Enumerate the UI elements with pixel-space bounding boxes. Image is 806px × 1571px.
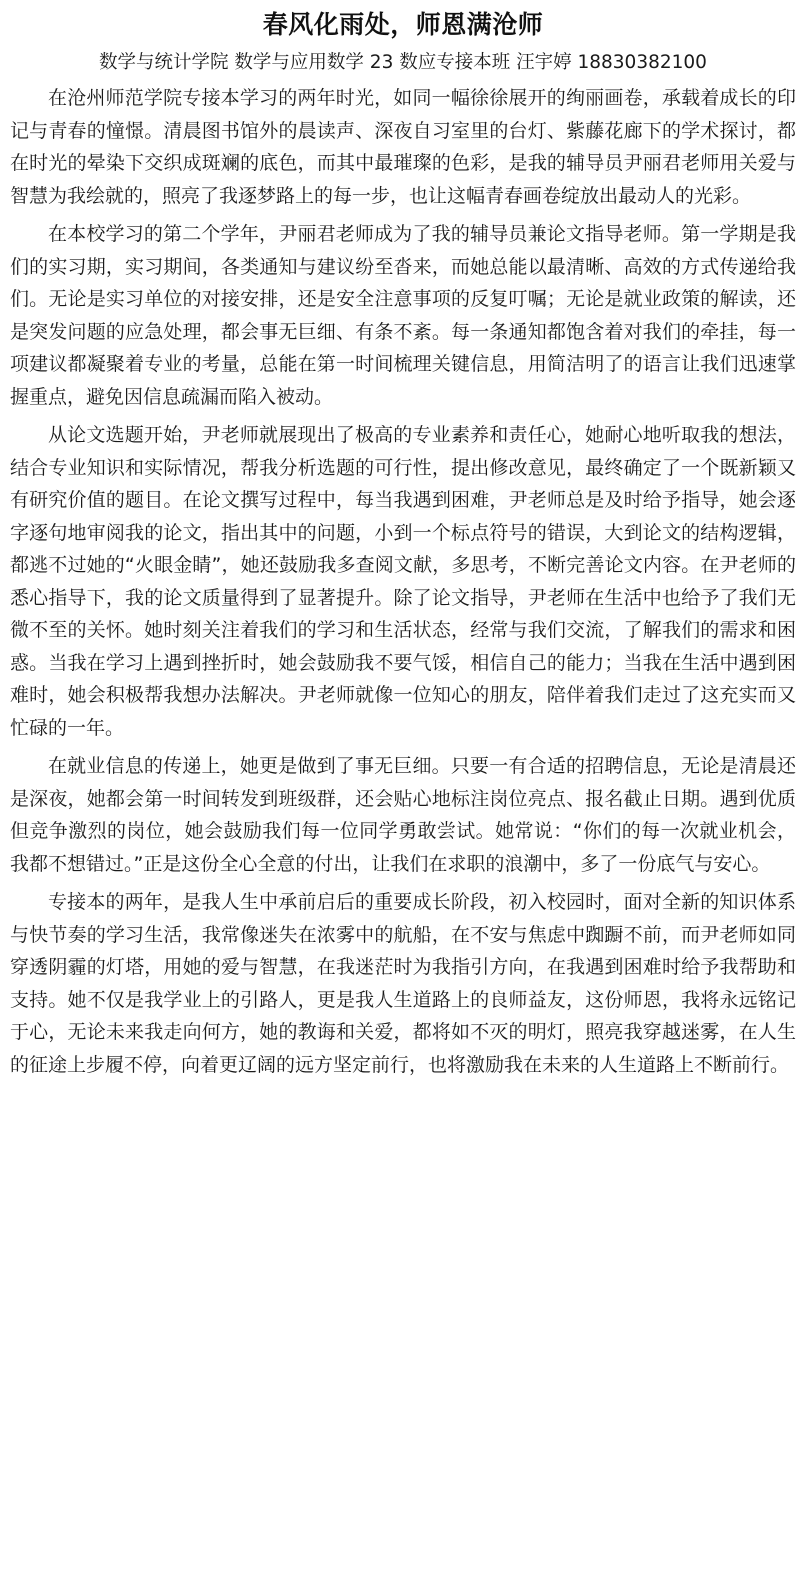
article-title: 春风化雨处，师恩满沧师 [262, 10, 544, 39]
body-paragraph-3: 从论文选题开始，尹老师就展现出了极高的专业素养和责任心，她耐心地听取我的想法，结合专业知识和实际情况，帮我分析选题的可行性，提出修改意见，最终确定了一个既新颖又有研究价值的题目。在论文撰写过程中，每当我遇到困难，尹老师总是及时给予指导，她会逐字逐句地审阅我的论文，指出其中的问题，小到一个标点符号的错误，大到论文的结构逻辑，都逃不过她的“火眼金睛”，她还鼓励我多查阅文献，多思考，不断完善论文内容。在尹老师的悉心指导下，我的论文质量得到了显著提升。除了论文指导，尹老师在生活中也给予了我们无微不至的关怀。她时刻关注着我们的学习和生活状态，经常与我们交流，了解我们的需求和困惑。当我在学习上遇到挫折时，她会鼓励我不要气馁，相信自己的能力；当我在生活中遇到困难时，她会积极帮我想办法解决。尹老师就像一位知心的朋友，陪伴着我们走过了这充实而又忙碌的一年。 [10, 424, 796, 739]
author-byline: 数学与统计学院 数学与应用数学 23 数应专接本班 汪宇婷 18830382100 [99, 52, 707, 73]
body-paragraph-2: 在本校学习的第二个学年，尹丽君老师成为了我的辅导员兼论文指导老师。第一学期是我们的实习期，实习期间，各类通知与建议纷至沓来，而她总能以最清晰、高效的方式传递给我们。无论是实习单位的对接安排，还是安全注意事项的反复叮嘱；无论是就业政策的解读，还是突发问题的应急处理，都会事无巨细、有条不紊。每一条通知都饱含着对我们的牵挂，每一项建议都凝聚着专业的考量，总能在第一时间梳理关键信息，用简洁明了的语言让我们迅速掌握重点，避免因信息疏漏而陷入被动。 [10, 223, 796, 408]
body-paragraph-4: 在就业信息的传递上，她更是做到了事无巨细。只要一有合适的招聘信息，无论是清晨还是深夜，她都会第一时间转发到班级群，还会贴心地标注岗位亮点、报名截止日期。遇到优质但竞争激烈的岗位，她会鼓励我们每一位同学勇敢尝试。她常说：“你们的每一次就业机会，我都不想错过。”正是这份全心全意的付出，让我们在求职的浪潮中，多了一份底气与安心。 [10, 755, 796, 875]
body-paragraph-1: 在沧州师范学院专接本学习的两年时光，如同一幅徐徐展开的绚丽画卷，承载着成长的印记与青春的憧憬。清晨图书馆外的晨读声、深夜自习室里的台灯、紫藤花廊下的学术探讨，都在时光的晕染下交织成斑斓的底色，而其中最璀璨的色彩，是我的辅导员尹丽君老师用关爱与智慧为我绘就的，照亮了我逐梦路上的每一步，也让这幅青春画卷绽放出最动人的光彩。 [10, 87, 796, 207]
body-paragraph-5: 专接本的两年，是我人生中承前启后的重要成长阶段，初入校园时，面对全新的知识体系与快节奏的学习生活，我常像迷失在浓雾中的航船，在不安与焦虑中踟蹰不前，而尹老师如同穿透阴霾的灯塔，用她的爱与智慧，在我迷茫时为我指引方向，在我遇到困难时给予我帮助和支持。她不仅是我学业上的引路人，更是我人生道路上的良师益友，这份师恩，我将永远铭记于心，无论未来我走向何方，她的教诲和关爱，都将如不灭的明灯，照亮我穿越迷雾，在人生的征途上步履不停，向着更辽阔的远方坚定前行，也将激励我在未来的人生道路上不断前行。 [10, 891, 796, 1076]
